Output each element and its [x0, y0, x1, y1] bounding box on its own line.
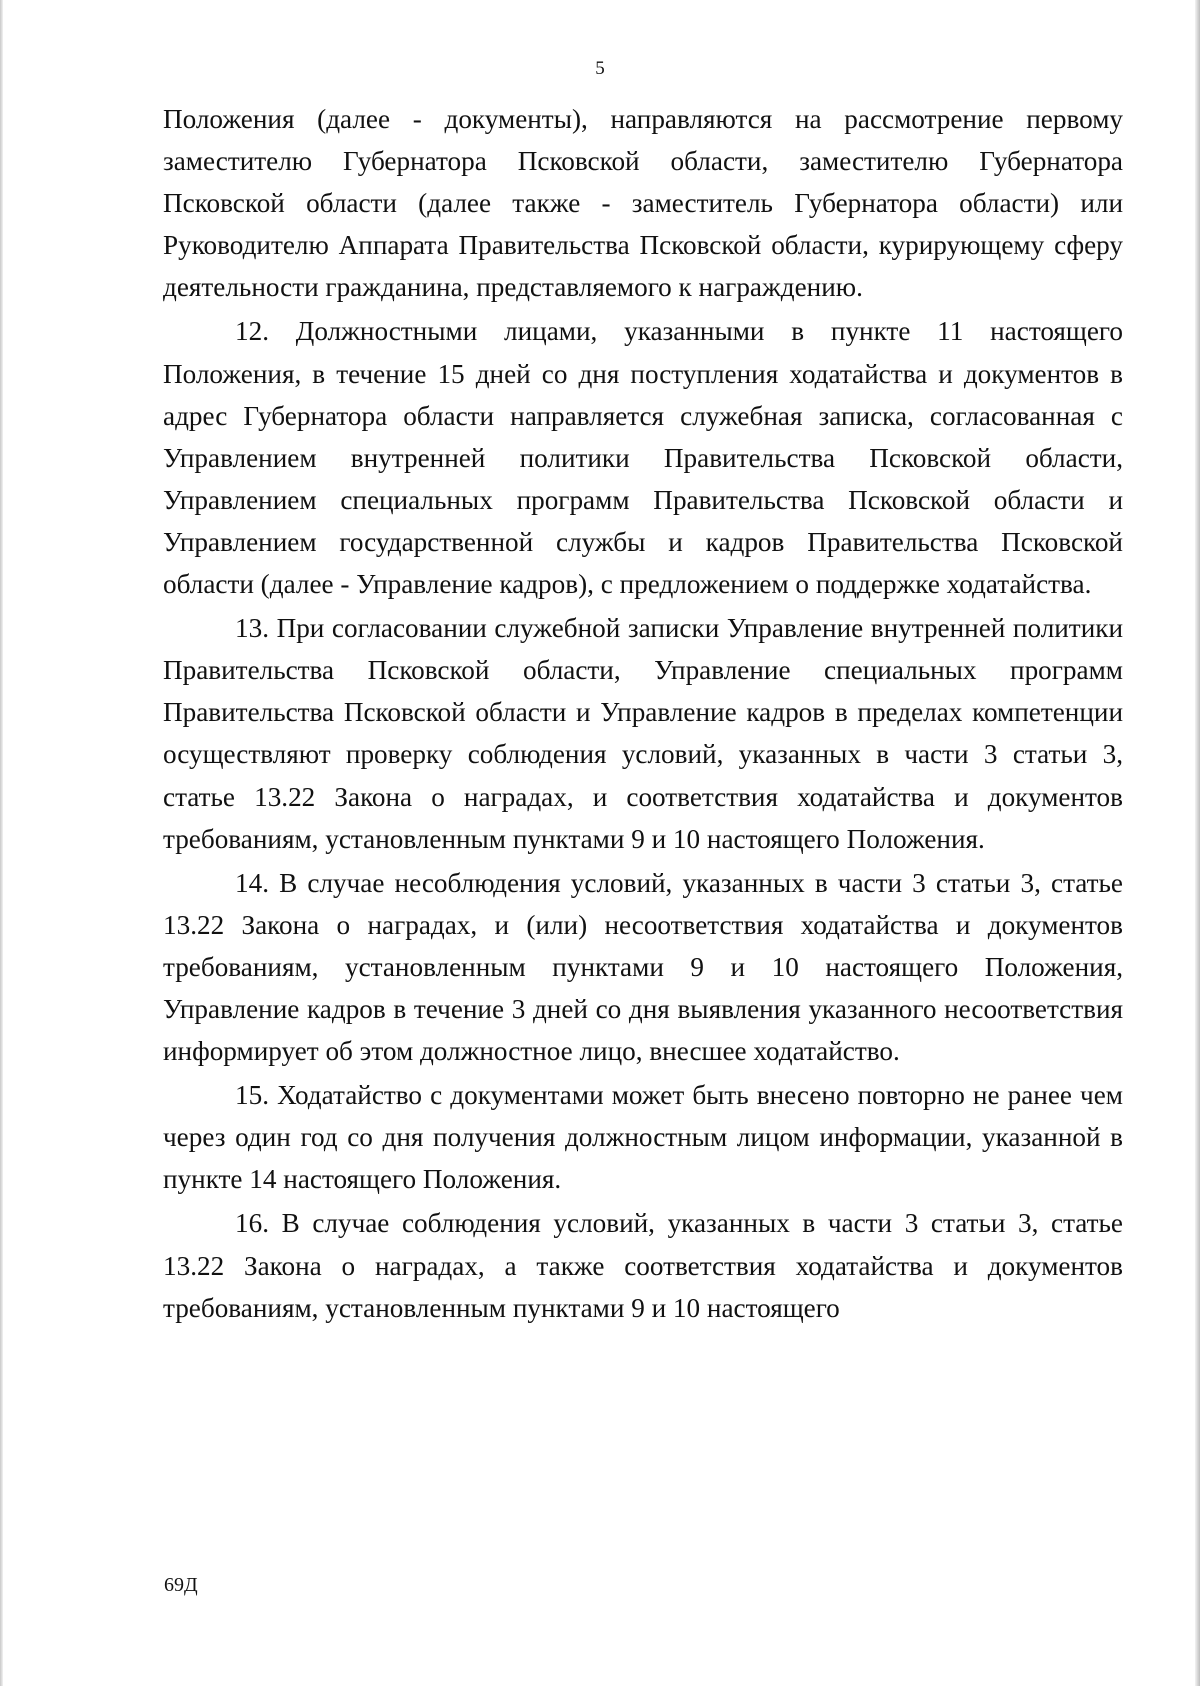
paragraph-12: 12. Должностными лицами, указанными в пункте 11 настоящего Положения, в течение 15 дней со дня поступления ходатайства и документов в адрес Губернатора области направляется служебная записка, согласованная с Управлением внутренней политики Правительства Псковской области, Управлением специальных программ Правительства Псковской области и Управлением государственной службы и кадров Правительства Псковской области (далее - Управление кадров), с предложением о поддержке ходатайства.	[163, 316, 1123, 600]
paragraph-15: 15. Ходатайство с документами может быть внесено повторно не ранее чем через один год со дня получения должностным лицом информации, указанной в пункте 14 настоящего Положения.	[163, 1080, 1123, 1195]
paragraph-continuation: Положения (далее - документы), направляются на рассмотрение первому заместителю Губернатора Псковской области, заместителю Губернатора Псковской области (далее также - заместитель Губернатора области) или Руководителю Аппарата Правительства Псковской области, курирующему сферу деятельности гражданина, представляемого к награждению.	[163, 104, 1123, 303]
footer-document-code: 69Д	[164, 1574, 198, 1596]
paragraph-16: 16. В случае соблюдения условий, указанных в части 3 статьи 3, статье 13.22 Закона о наградах, а также соответствия ходатайства и документов требованиям, установленным пунктами 9 и 10 настоящего	[163, 1208, 1123, 1323]
paragraph-13: 13. При согласовании служебной записки Управление внутренней политики Правительства Псковской области, Управление специальных программ Правительства Псковской области и Управление кадров в пределах компетенции осуществляют проверку соблюдения условий, указанных в части 3 статьи 3, статье 13.22 Закона о наградах, и соответствия ходатайства и документов требованиям, установленным пунктами 9 и 10 настоящего Положения.	[163, 613, 1123, 854]
paragraph-14: 14. В случае несоблюдения условий, указанных в части 3 статьи 3, статье 13.22 Закона о наградах, и (или) несоответствия ходатайства и документов требованиям, установленным пунктами 9 и 10 настоящего Положения, Управление кадров в течение 3 дней со дня выявления указанного несоответствия информирует об этом должностное лицо, внесшее ходатайство.	[163, 867, 1123, 1067]
page-number: 5	[595, 58, 605, 79]
scan-edge-right	[1195, 0, 1200, 1686]
document-body	[163, 98, 1123, 1329]
scan-edge-left	[0, 0, 3, 1686]
